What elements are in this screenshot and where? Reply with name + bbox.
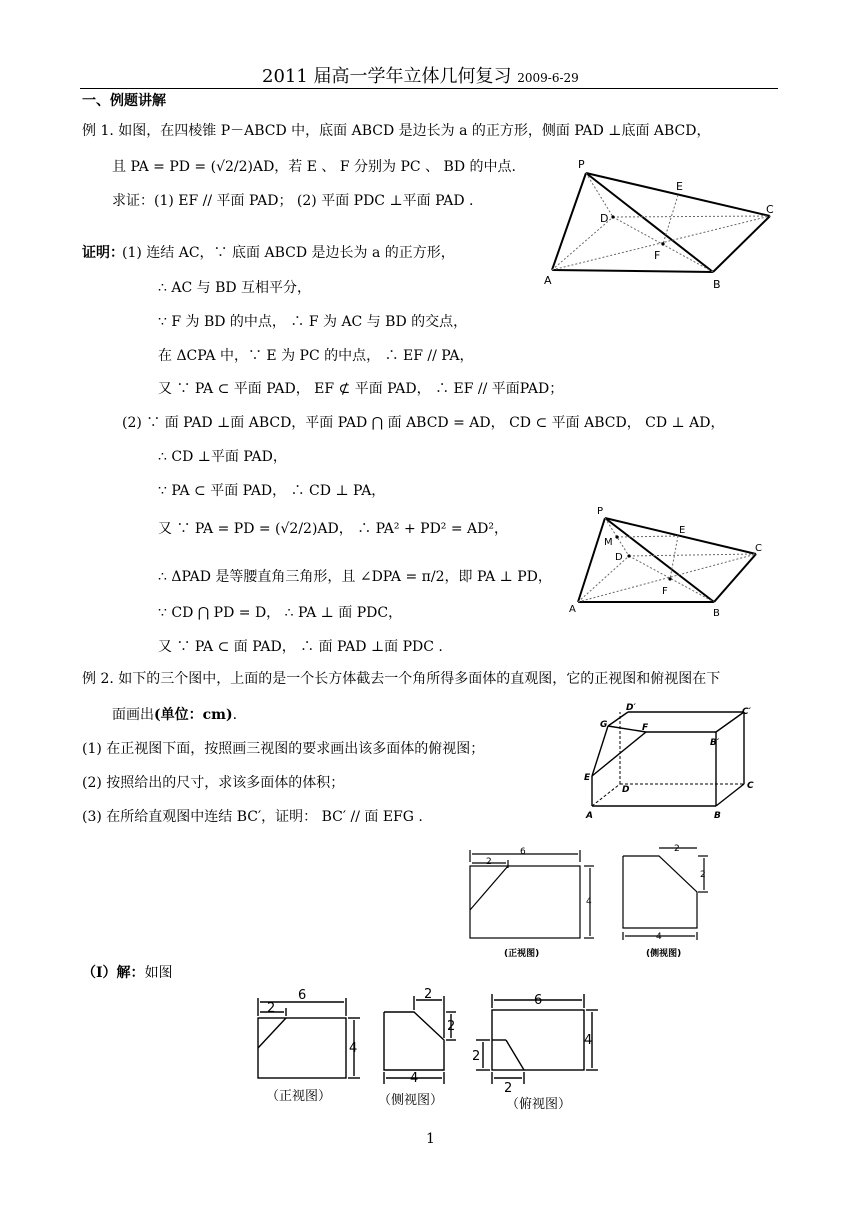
dim-2: 2 xyxy=(486,857,492,867)
pyramid-figure-2 xyxy=(566,504,776,619)
label-M: M xyxy=(604,537,613,548)
proof-line: ∴ ΔPAD 是等腰直角三角形，且 ∠DPA = π/2，即 PA ⊥ PD， xyxy=(158,569,552,585)
answer-top-2-bottom: 2 xyxy=(504,1081,513,1096)
answer-top-4: 4 xyxy=(584,1033,593,1048)
dim-2-side: 2 xyxy=(700,870,706,880)
header-date: 2009-6-29 xyxy=(517,71,579,85)
example1-line2: 且 PA = PD = (√2/2)AD，若 E 、 F 分别为 PC 、 BD 的中点. xyxy=(112,159,516,175)
dim-4: 4 xyxy=(586,897,592,907)
label-E: E xyxy=(676,180,683,193)
pyramid-figure-1 xyxy=(540,158,790,293)
dim-6: 6 xyxy=(520,847,526,857)
answer-caption-side: （侧视图） xyxy=(378,1093,444,1108)
proof-line: 又 ∵ PA ⊂ 平面 PAD， EF ⊄ 平面 PAD， ∴ EF // 平面PAD； xyxy=(158,381,564,397)
example2-question-1: (1) 在正视图下面，按照画三视图的要求画出该多面体的俯视图； xyxy=(82,741,485,757)
proof-label: 证明： xyxy=(82,245,124,261)
proof-line: (2) ∵ 面 PAD ⊥面 ABCD，平面 PAD ⋂ 面 ABCD = AD， CD ⊂ 平面 ABCD， CD ⊥ AD， xyxy=(122,415,725,431)
label-E: E xyxy=(584,773,591,783)
answer-top-6: 6 xyxy=(534,993,543,1008)
cuboid-figure xyxy=(584,700,779,825)
example2-unit: (单位：cm) xyxy=(154,707,233,723)
example2-line2 xyxy=(112,706,237,724)
header-rule xyxy=(80,88,778,89)
dim-2-top: 2 xyxy=(674,844,680,854)
label-B: B xyxy=(714,811,721,821)
example2-line1: 例 2. 如下的三个图中，上面的是一个长方体截去一个角所得多面体的直观图，它的正视图和俯视图在下 xyxy=(82,671,721,687)
label-B: B xyxy=(713,278,721,291)
example1-line1: 例 1. 如图，在四棱锥 P－ABCD 中，底面 ABCD 是边长为 a 的正方形，侧面 PAD ⊥底面 ABCD， xyxy=(82,123,711,139)
answer-side-4: 4 xyxy=(410,1071,419,1086)
answer-dim-4: 4 xyxy=(349,1041,358,1056)
label-P: P xyxy=(578,158,585,171)
example2-line2-end: . xyxy=(232,707,238,723)
answer-dim-2: 2 xyxy=(267,1001,276,1016)
example2-question-2: (2) 按照给出的尺寸，求该多面体的体积； xyxy=(82,775,345,791)
solution-text: 如图 xyxy=(144,965,173,981)
proof-line: 又 ∵ PA ⊂ 面 PAD， ∴ 面 PAD ⊥面 PDC . xyxy=(158,639,443,655)
label-Bprime: B′ xyxy=(710,738,720,748)
answer-dim-6: 6 xyxy=(298,988,307,1003)
header-title: 2011 届高一学年立体几何复习 xyxy=(262,66,512,87)
solution xyxy=(82,964,173,982)
proof-line: 在 ΔCPA 中，∵ E 为 PC 的中点， ∴ EF // PA， xyxy=(158,348,474,364)
answer-side-2-right: 2 xyxy=(447,1019,456,1034)
example1-line3: 求证：(1) EF // 平面 PAD； (2) 平面 PDC ⊥平面 PAD . xyxy=(112,193,474,209)
proof-line: 又 ∵ PA = PD = (√2/2)AD， ∴ PA² + PD² = AD²， xyxy=(158,521,508,537)
proof-line: ∵ CD ⋂ PD = D， ∴ PA ⊥ 面 PDC， xyxy=(158,605,403,621)
label-Dprime: D′ xyxy=(626,703,636,713)
label-A: A xyxy=(569,604,576,615)
label-C: C xyxy=(755,543,762,554)
proof-line: ∵ F 为 BD 的中点， ∴ F 为 AC 与 BD 的交点， xyxy=(158,314,468,330)
label-D: D xyxy=(615,552,623,563)
label-F: F xyxy=(662,586,668,597)
label-F: F xyxy=(642,723,649,733)
answer-views-figure xyxy=(248,982,608,1117)
label-A: A xyxy=(586,811,593,821)
answer-top-2-left: 2 xyxy=(472,1049,481,1064)
label-F: F xyxy=(654,249,661,262)
proof-line: ∵ PA ⊂ 平面 PAD， ∴ CD ⊥ PA， xyxy=(158,483,386,499)
section-heading: 一、例题讲解 xyxy=(82,93,166,109)
solution-label: （Ⅰ）解： xyxy=(82,965,145,981)
proof-line: (1) 连结 AC，∵ 底面 ABCD 是边长为 a 的正方形， xyxy=(122,245,455,261)
label-C: C xyxy=(747,781,754,791)
given-views-figure xyxy=(460,842,720,962)
proof-line: ∴ CD ⊥平面 PAD， xyxy=(158,449,287,465)
answer-side-2-top: 2 xyxy=(424,987,433,1002)
label-C: C xyxy=(766,203,774,216)
label-E: E xyxy=(679,525,686,536)
page-title xyxy=(262,62,579,88)
answer-caption-front: （正视图） xyxy=(266,1089,332,1104)
proof-line: ∴ AC 与 BD 互相平分， xyxy=(158,280,312,296)
dim-4-bottom: 4 xyxy=(656,932,662,942)
example2-line2-text: 面画出 xyxy=(112,707,154,723)
caption-front: (正视图) xyxy=(504,949,540,959)
caption-side: (侧视图) xyxy=(646,949,682,959)
answer-caption-top: （俯视图） xyxy=(506,1097,572,1112)
label-D: D xyxy=(600,212,609,225)
label-D: D xyxy=(622,785,630,795)
page-number: 1 xyxy=(426,1131,435,1147)
label-P: P xyxy=(597,506,604,517)
example2-question-3: (3) 在所给直观图中连结 BC′，证明： BC′ // 面 EFG . xyxy=(82,809,423,825)
label-A: A xyxy=(544,274,552,287)
label-G: G xyxy=(600,720,608,730)
label-Cprime: C′ xyxy=(742,707,751,717)
label-B: B xyxy=(713,608,720,619)
